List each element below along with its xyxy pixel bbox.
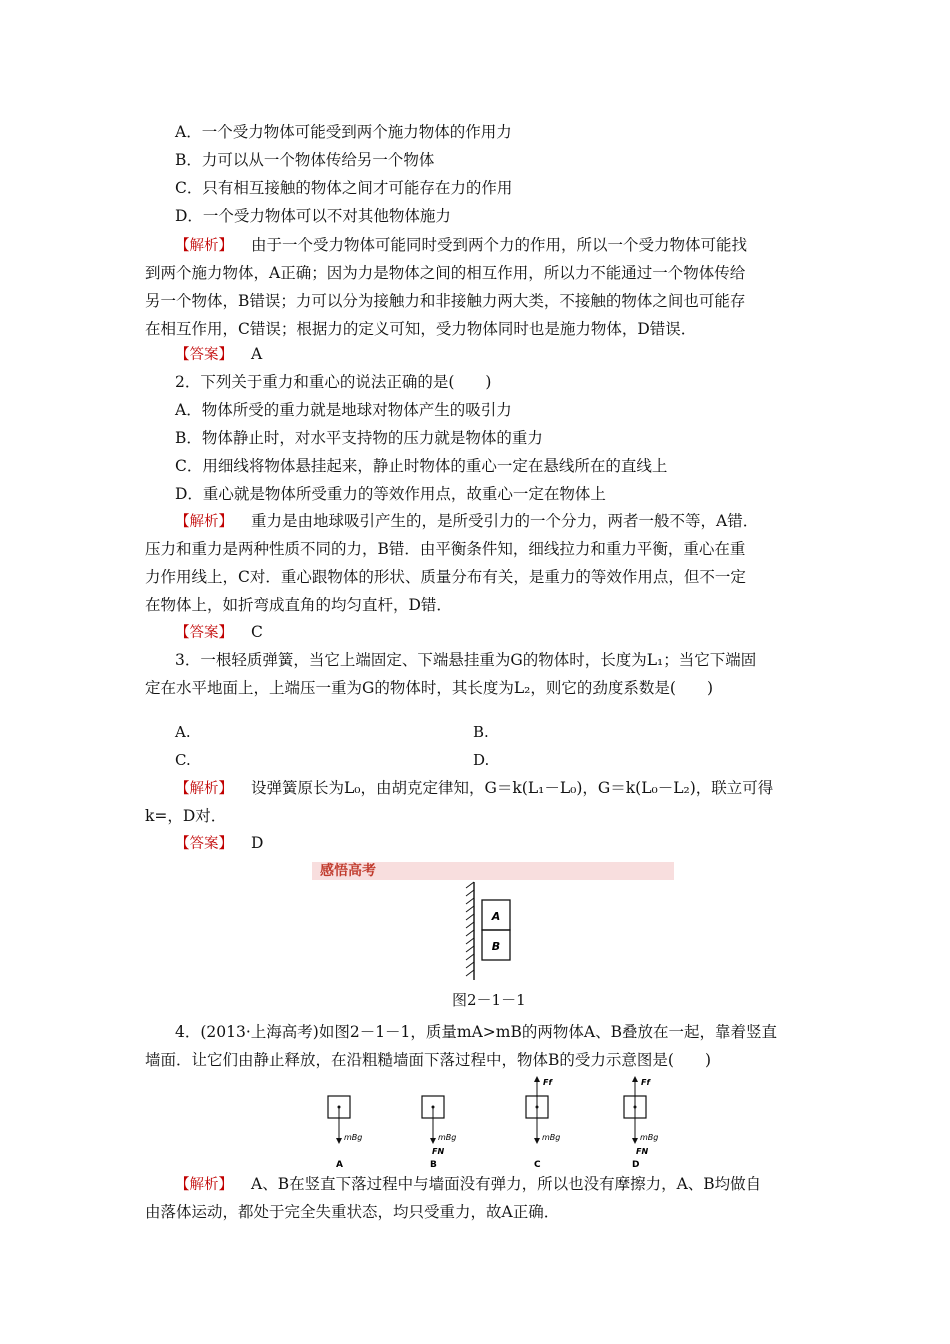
q1-option-c: C．只有相互接触的物体之间才可能存在力的作用: [175, 179, 513, 197]
svg-text:B: B: [430, 1160, 437, 1170]
q4-stem-line-1: 4．(2013·上海高考)如图2－1－1，质量mA>mB的两物体A、B叠放在一起，靠着竖直: [175, 1023, 777, 1041]
q3-answer: 【答案】 D: [175, 834, 264, 852]
q3-option-a: A.: [175, 723, 191, 741]
q3-analysis-line-2: k=，D对．: [145, 807, 227, 825]
q4-analysis-line-1: 【解析】 A、B在竖直下落过程中与墙面没有弹力，所以也没有摩擦力，A、B均做自: [175, 1175, 762, 1193]
q1-analysis-line-2: 到两个施力物体，A正确；因为力是物体之间的相互作用，所以力不能通过一个物体传给: [145, 264, 746, 282]
svg-text:FN: FN: [432, 1147, 445, 1156]
force-diagrams: [320, 1075, 660, 1175]
q2-option-c: C．用细线将物体悬挂起来，静止时物体的重心一定在悬线所在的直线上: [175, 457, 668, 475]
diagram-b: [422, 1096, 456, 1170]
q1-option-a: A．一个受力物体可能受到两个施力物体的作用力: [175, 123, 512, 141]
q3-option-b: B.: [473, 723, 489, 741]
q1-answer: 【答案】 A: [175, 345, 263, 363]
block-a-label: A: [491, 910, 501, 923]
q2-option-a: A．物体所受的重力就是地球对物体产生的吸引力: [175, 401, 512, 419]
svg-text:mBg: mBg: [542, 1133, 561, 1142]
block-b-label: B: [491, 940, 501, 953]
q3-stem-line-1: 3．一根轻质弹簧，当它上端固定、下端悬挂重为G的物体时，长度为L₁；当它下端固: [175, 651, 757, 669]
q3-option-d: D.: [473, 751, 490, 769]
diagram-a: [328, 1096, 362, 1170]
q1-analysis-line-1: 【解析】 由于一个受力物体可能同时受到两个力的作用，所以一个受力物体可能找: [175, 236, 748, 254]
q1-analysis-line-3: 另一个物体，B错误；力可以分为接触力和非接触力两大类，不接触的物体之间也可能存: [145, 292, 746, 310]
figure-caption: 图2－1－1: [452, 991, 526, 1009]
q1-option-d: D．一个受力物体可以不对其他物体施力: [175, 207, 451, 225]
q2-analysis-line-2: 压力和重力是两种性质不同的力，B错．由平衡条件知，细线拉力和重力平衡，重心在重: [145, 540, 746, 558]
q2-analysis-line-1: 【解析】 重力是由地球吸引产生的，是所受引力的一个分力，两者一般不等，A错．: [175, 512, 759, 530]
q1-analysis-line-4: 在相互作用，C错误；根据力的定义可知，受力物体同时也是施力物体，D错误．: [145, 320, 697, 338]
q1-option-b: B．力可以从一个物体传给另一个物体: [175, 151, 435, 169]
svg-text:FN: FN: [636, 1147, 649, 1156]
svg-text:mBg: mBg: [438, 1133, 457, 1142]
q2-stem: 2．下列关于重力和重心的说法正确的是( ): [175, 373, 492, 391]
svg-text:C: C: [534, 1160, 541, 1170]
q3-stem-line-2: 定在水平地面上，上端压一重为G的物体时，其长度为L₂，则它的劲度系数是( ): [145, 679, 713, 697]
q2-analysis-line-3: 力作用线上，C对．重心跟物体的形状、质量分布有关，是重力的等效作用点，但不一定: [145, 568, 746, 586]
q2-option-d: D．重心就是物体所受重力的等效作用点，故重心一定在物体上: [175, 485, 606, 503]
section-banner: 感悟高考: [312, 862, 674, 880]
svg-text:mBg: mBg: [344, 1133, 363, 1142]
q4-stem-line-2: 墙面．让它们由静止释放，在沿粗糙墙面下落过程中，物体B的受力示意图是( ): [145, 1051, 711, 1069]
q2-option-b: B．物体静止时，对水平支持物的压力就是物体的重力: [175, 429, 543, 447]
q3-option-c: C.: [175, 751, 191, 769]
svg-text:D: D: [632, 1160, 640, 1170]
q2-answer: 【答案】 C: [175, 623, 263, 641]
svg-text:Ff: Ff: [543, 1078, 552, 1087]
analysis-tag: 【解析】: [175, 238, 233, 254]
diagram-c: [526, 1078, 560, 1170]
svg-text:Ff: Ff: [641, 1078, 650, 1087]
q2-analysis-line-4: 在物体上，如折弯成直角的均匀直杆，D错．: [145, 596, 452, 614]
wall-blocks-figure: [462, 880, 522, 985]
diagram-d: [624, 1078, 658, 1170]
svg-text:mBg: mBg: [640, 1133, 659, 1142]
svg-text:A: A: [336, 1160, 343, 1170]
answer-tag: 【答案】: [175, 347, 233, 363]
q4-analysis-line-2: 由落体运动，都处于完全失重状态，均只受重力，故A正确．: [145, 1203, 560, 1221]
q3-analysis-line-1: 【解析】 设弹簧原长为L₀，由胡克定律知，G＝k(L₁－L₀)，G＝k(L₀－L₂)，联立可得: [175, 779, 774, 797]
